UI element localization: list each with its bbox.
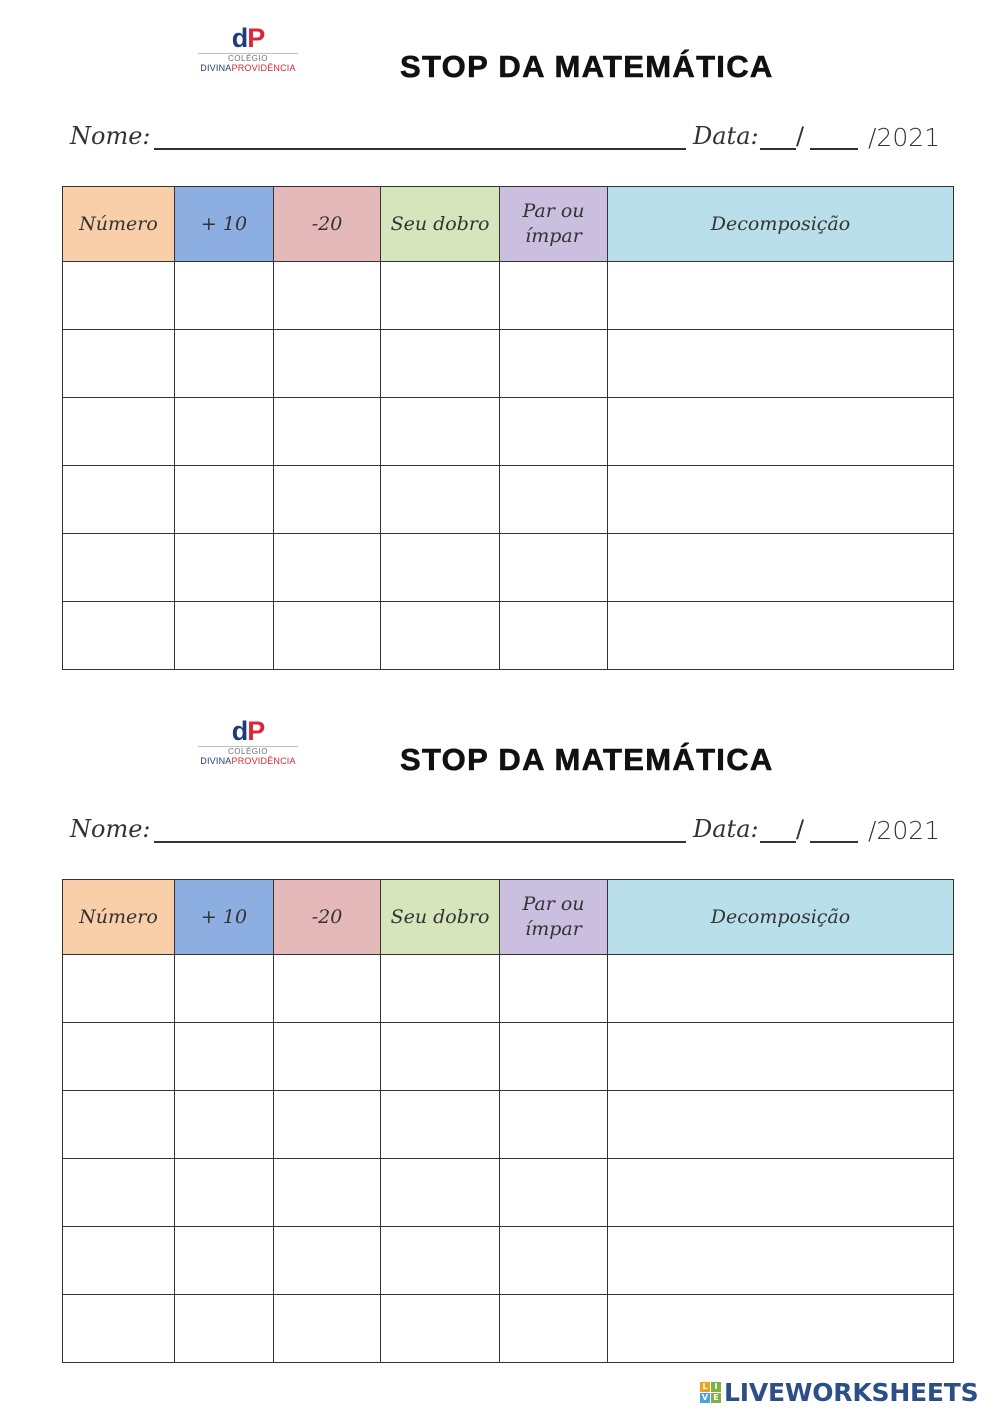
table-row (63, 1091, 954, 1159)
col-header-numero: Número (63, 880, 175, 955)
stop-table (62, 186, 954, 670)
stop-table (62, 879, 954, 1363)
answer-cell[interactable] (381, 534, 500, 602)
worksheet-2 (0, 693, 1000, 1383)
answer-cell[interactable] (381, 466, 500, 534)
col-header-minus-20: -20 (274, 880, 381, 955)
answer-cell[interactable] (175, 330, 274, 398)
answer-cell[interactable] (500, 1159, 608, 1227)
answer-cell[interactable] (500, 1295, 608, 1363)
col-header-minus-20: -20 (274, 187, 381, 262)
table-row (63, 602, 954, 670)
logo-school-name: DIVINAPROVIDÊNCIA (200, 63, 296, 73)
answer-cell[interactable] (274, 330, 381, 398)
month-field[interactable] (810, 841, 858, 843)
month-field[interactable] (810, 148, 858, 150)
year-label: /2021 (868, 123, 941, 152)
answer-cell[interactable] (175, 262, 274, 330)
col-header-even-odd: Par ou ímpar (500, 880, 608, 955)
col-header-double: Seu dobro (381, 880, 500, 955)
answer-cell[interactable] (608, 398, 954, 466)
col-header-numero: Número (63, 187, 175, 262)
answer-cell[interactable] (274, 1295, 381, 1363)
answer-cell[interactable] (381, 1295, 500, 1363)
date-slash: / (796, 122, 805, 150)
answer-cell[interactable] (608, 1023, 954, 1091)
logo-mark: dP (231, 23, 265, 53)
year-label: /2021 (868, 816, 941, 845)
date-label: Data: (693, 122, 759, 150)
table-row (63, 330, 954, 398)
liveworksheets-logo-icon: L I V E (700, 1382, 721, 1403)
table-row (63, 466, 954, 534)
answer-cell[interactable] (500, 330, 608, 398)
answer-cell[interactable] (175, 1159, 274, 1227)
answer-cell[interactable] (175, 955, 274, 1023)
answer-cell[interactable] (381, 262, 500, 330)
name-label: Nome: (70, 815, 151, 843)
table-row (63, 1023, 954, 1091)
answer-cell[interactable] (500, 602, 608, 670)
logo-mark: dP (231, 716, 265, 746)
answer-cell[interactable] (500, 466, 608, 534)
answer-cell[interactable] (608, 534, 954, 602)
school-logo (198, 24, 298, 80)
header-row (63, 187, 954, 262)
answer-cell[interactable] (274, 1091, 381, 1159)
liveworksheets-wordmark: LIVEWORKSHEETS (724, 1377, 979, 1407)
answer-cell[interactable] (274, 602, 381, 670)
answer-cell[interactable] (175, 1091, 274, 1159)
table-row (63, 534, 954, 602)
answer-cell[interactable] (381, 1227, 500, 1295)
answer-cell[interactable] (608, 602, 954, 670)
name-field[interactable] (154, 841, 686, 843)
date-slash: / (796, 815, 805, 843)
answer-cell[interactable] (274, 398, 381, 466)
answer-cell[interactable] (63, 1227, 175, 1295)
worksheet-title: STOP DA MATEMÁTICA (400, 742, 774, 777)
worksheet-1 (0, 0, 1000, 690)
answer-cell[interactable] (63, 1023, 175, 1091)
name-label: Nome: (70, 122, 151, 150)
answer-cell[interactable] (274, 466, 381, 534)
answer-cell[interactable] (274, 1227, 381, 1295)
answer-cell[interactable] (608, 1295, 954, 1363)
answer-cell[interactable] (381, 398, 500, 466)
answer-cell[interactable] (175, 466, 274, 534)
col-header-plus-10: + 10 (175, 187, 274, 262)
table-row (63, 1295, 954, 1363)
logo-subtitle: COLÉGIO (228, 54, 268, 63)
table-row (63, 955, 954, 1023)
answer-cell[interactable] (500, 955, 608, 1023)
answer-cell[interactable] (175, 1295, 274, 1363)
logo-school-name: DIVINAPROVIDÊNCIA (200, 756, 296, 766)
answer-cell[interactable] (274, 1159, 381, 1227)
answer-cell[interactable] (381, 955, 500, 1023)
answer-cell[interactable] (500, 1023, 608, 1091)
answer-cell[interactable] (63, 1159, 175, 1227)
col-header-decomposition: Decomposição (608, 880, 954, 955)
answer-cell[interactable] (274, 1023, 381, 1091)
table-row (63, 262, 954, 330)
answer-cell[interactable] (500, 398, 608, 466)
answer-cell[interactable] (63, 330, 175, 398)
answer-cell[interactable] (175, 602, 274, 670)
answer-cell[interactable] (63, 466, 175, 534)
header-row (63, 880, 954, 955)
answer-cell[interactable] (175, 534, 274, 602)
worksheet-title: STOP DA MATEMÁTICA (400, 49, 774, 84)
answer-cell[interactable] (274, 262, 381, 330)
answer-cell[interactable] (175, 1023, 274, 1091)
answer-cell[interactable] (63, 398, 175, 466)
answer-cell[interactable] (63, 262, 175, 330)
answer-cell[interactable] (175, 398, 274, 466)
answer-cell[interactable] (63, 955, 175, 1023)
col-header-plus-10: + 10 (175, 880, 274, 955)
answer-cell[interactable] (63, 534, 175, 602)
col-header-even-odd: Par ou ímpar (500, 187, 608, 262)
answer-cell[interactable] (381, 1023, 500, 1091)
liveworksheets-brand (700, 1378, 978, 1406)
answer-cell[interactable] (381, 602, 500, 670)
day-field[interactable] (760, 841, 796, 843)
name-field[interactable] (154, 148, 686, 150)
answer-cell[interactable] (608, 1159, 954, 1227)
answer-cell[interactable] (274, 955, 381, 1023)
table-row (63, 1227, 954, 1295)
day-field[interactable] (760, 148, 796, 150)
answer-cell[interactable] (608, 1091, 954, 1159)
school-logo (198, 717, 298, 773)
answer-cell[interactable] (608, 1227, 954, 1295)
col-header-double: Seu dobro (381, 187, 500, 262)
answer-cell[interactable] (175, 1227, 274, 1295)
answer-cell[interactable] (500, 1091, 608, 1159)
answer-cell[interactable] (381, 330, 500, 398)
answer-cell[interactable] (274, 534, 381, 602)
answer-cell[interactable] (63, 1091, 175, 1159)
answer-cell[interactable] (63, 602, 175, 670)
answer-cell[interactable] (608, 330, 954, 398)
answer-cell[interactable] (608, 466, 954, 534)
col-header-decomposition: Decomposição (608, 187, 954, 262)
answer-cell[interactable] (608, 955, 954, 1023)
answer-cell[interactable] (500, 1227, 608, 1295)
answer-cell[interactable] (381, 1091, 500, 1159)
answer-cell[interactable] (500, 262, 608, 330)
table-row (63, 1159, 954, 1227)
logo-subtitle: COLÉGIO (228, 747, 268, 756)
answer-cell[interactable] (381, 1159, 500, 1227)
answer-cell[interactable] (500, 534, 608, 602)
table-row (63, 398, 954, 466)
date-label: Data: (693, 815, 759, 843)
answer-cell[interactable] (608, 262, 954, 330)
answer-cell[interactable] (63, 1295, 175, 1363)
